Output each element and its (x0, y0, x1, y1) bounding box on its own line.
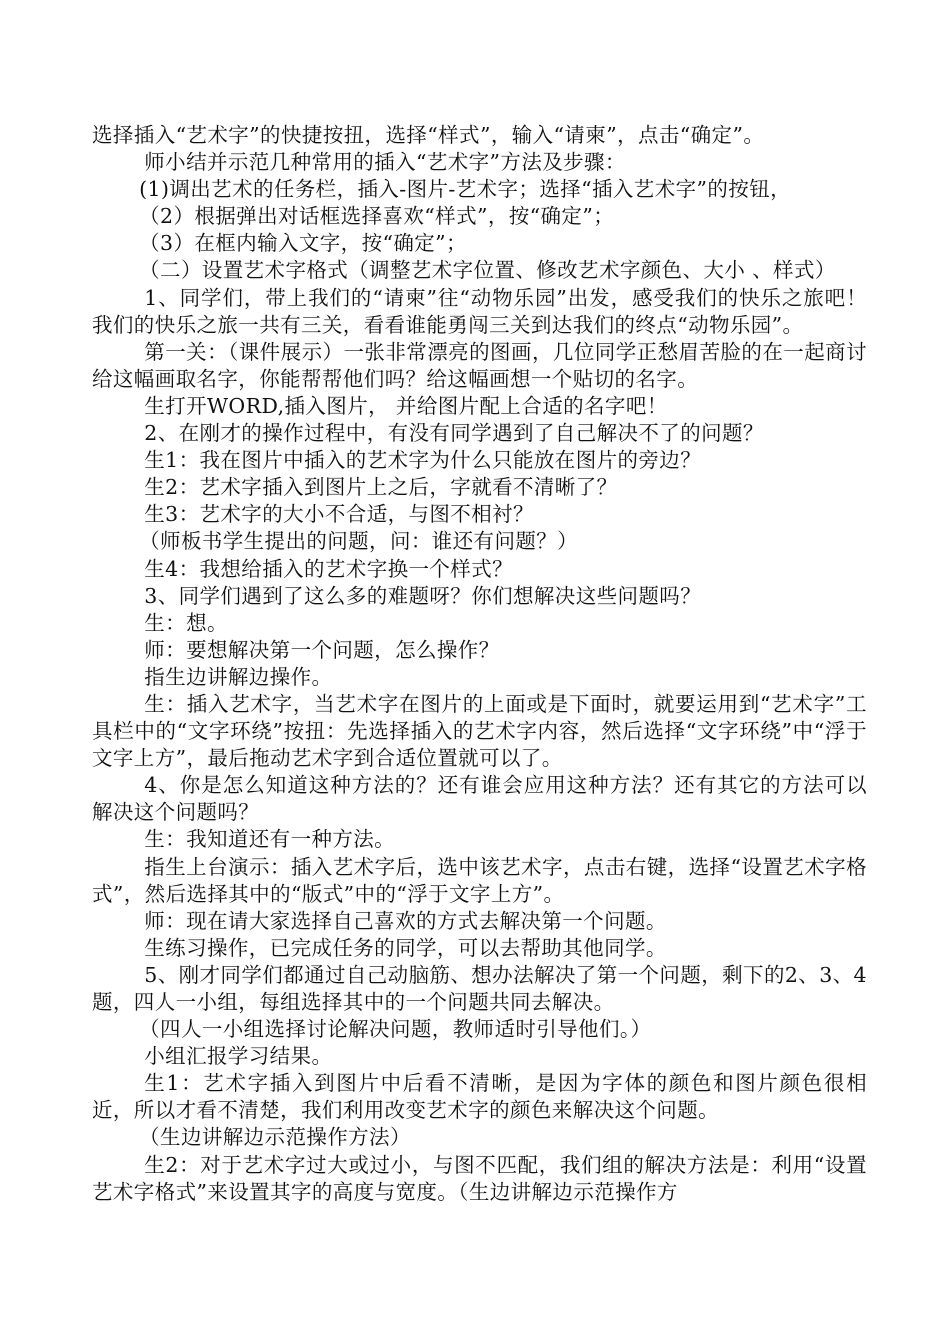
paragraph: 生1：我在图片中插入的艺术字为什么只能放在图片的旁边？ (144, 448, 702, 473)
paragraph: （3）在框内输入文字，按“确定”； (139, 231, 467, 256)
paragraph: （2）根据弹出对话框选择喜欢“样式”，按“确定”； (139, 204, 615, 229)
paragraph: （二）设置艺术字格式（调整艺术字位置、修改艺术字颜色、大小 、样式） (139, 258, 836, 283)
paragraph: 师：现在请大家选择自己喜欢的方式去解决第一个问题。 (144, 908, 667, 933)
paragraph: (1)调出艺术的任务栏，插入-图片-艺术字；选择“插入艺术字”的按钮， (139, 177, 791, 202)
paragraph: 师小结并示范几种常用的插入“艺术字”方法及步骤： (144, 150, 626, 175)
paragraph: 4、你是怎么知道这种方法的？还有谁会应用这种方法？还有其它的方法可以解决这个问题吗？ (92, 773, 867, 825)
paragraph: 生：我知道还有一种方法。 (144, 827, 396, 852)
paragraph: 师：要想解决第一个问题，怎么操作？ (144, 637, 500, 662)
paragraph: 生：想。 (144, 610, 228, 635)
paragraph: 生3：艺术字的大小不合适，与图不相衬？ (144, 502, 534, 527)
document-body (92, 122, 867, 1206)
paragraph: 生4：我想给插入的艺术字换一个样式？ (144, 556, 514, 581)
paragraph: 小组汇报学习结果。 (144, 1044, 333, 1069)
paragraph: （四人一小组选择讨论解决问题，教师适时引导他们。） (139, 1017, 652, 1042)
paragraph: 1、同学们，带上我们的“请柬”往“动物乐园”出发，感受我们的快乐之旅吧！我们的快乐之旅一共有三关，看看谁能勇闯三关到达我们的终点“动物乐园”。 (92, 285, 867, 337)
paragraph: 指生边讲解边操作。 (144, 664, 333, 689)
paragraph: 生2：对于艺术字过大或过小，与图不匹配，我们组的解决方法是：利用“设置艺术字格式”来设置其字的高度与宽度。（生边讲解边示范操作方 (92, 1152, 867, 1204)
paragraph: 生：插入艺术字，当艺术字在图片的上面或是下面时，就要运用到“艺术字”工具栏中的“文字环绕”按扭：先选择插入的艺术字内容，然后选择“文字环绕”中“浮于文字上方”，最后拖动艺术字到合适位置就可以了。 (92, 691, 867, 771)
paragraph: （生边讲解边示范操作方法） (139, 1125, 411, 1150)
paragraph: 2、在刚才的操作过程中，有没有同学遇到了自己解决不了的问题？ (144, 421, 764, 446)
paragraph: 3、同学们遇到了这么多的难题呀？你们想解决这些问题吗？ (144, 583, 702, 608)
paragraph: 选择插入“艺术字”的快捷按扭，选择“样式”，输入“请柬”，点击“确定”。 (92, 123, 765, 147)
paragraph: 指生上台演示：插入艺术字后，选中该艺术字，点击右键，选择“设置艺术字格式”，然后选择其中的“版式”中的“浮于文字上方”。 (92, 854, 867, 906)
paragraph: 5、刚才同学们都通过自己动脑筋、想办法解决了第一个问题，剩下的2、3、4题，四人一小组，每组选择其中的一个问题共同去解决。 (92, 962, 867, 1014)
paragraph: 第一关：（课件展示）一张非常漂亮的图画，几位同学正愁眉苦脸的在一起商讨给这幅画取名字，你能帮帮他们吗？给这幅画想一个贴切的名字。 (92, 339, 867, 391)
paragraph: 生练习操作，已完成任务的同学，可以去帮助其他同学。 (144, 935, 667, 960)
paragraph: （师板书学生提出的问题，问：谁还有问题？） (139, 529, 579, 554)
paragraph: 生打开WORD,插入图片， 并给图片配上合适的名字吧！ (144, 393, 668, 418)
paragraph: 生1：艺术字插入到图片中后看不清晰，是因为字体的颜色和图片颜色很相近，所以才看不清楚，我们利用改变艺术字的颜色来解决这个问题。 (92, 1071, 867, 1123)
paragraph: 生2：艺术字插入到图片上之后，字就看不清晰了？ (144, 475, 618, 500)
